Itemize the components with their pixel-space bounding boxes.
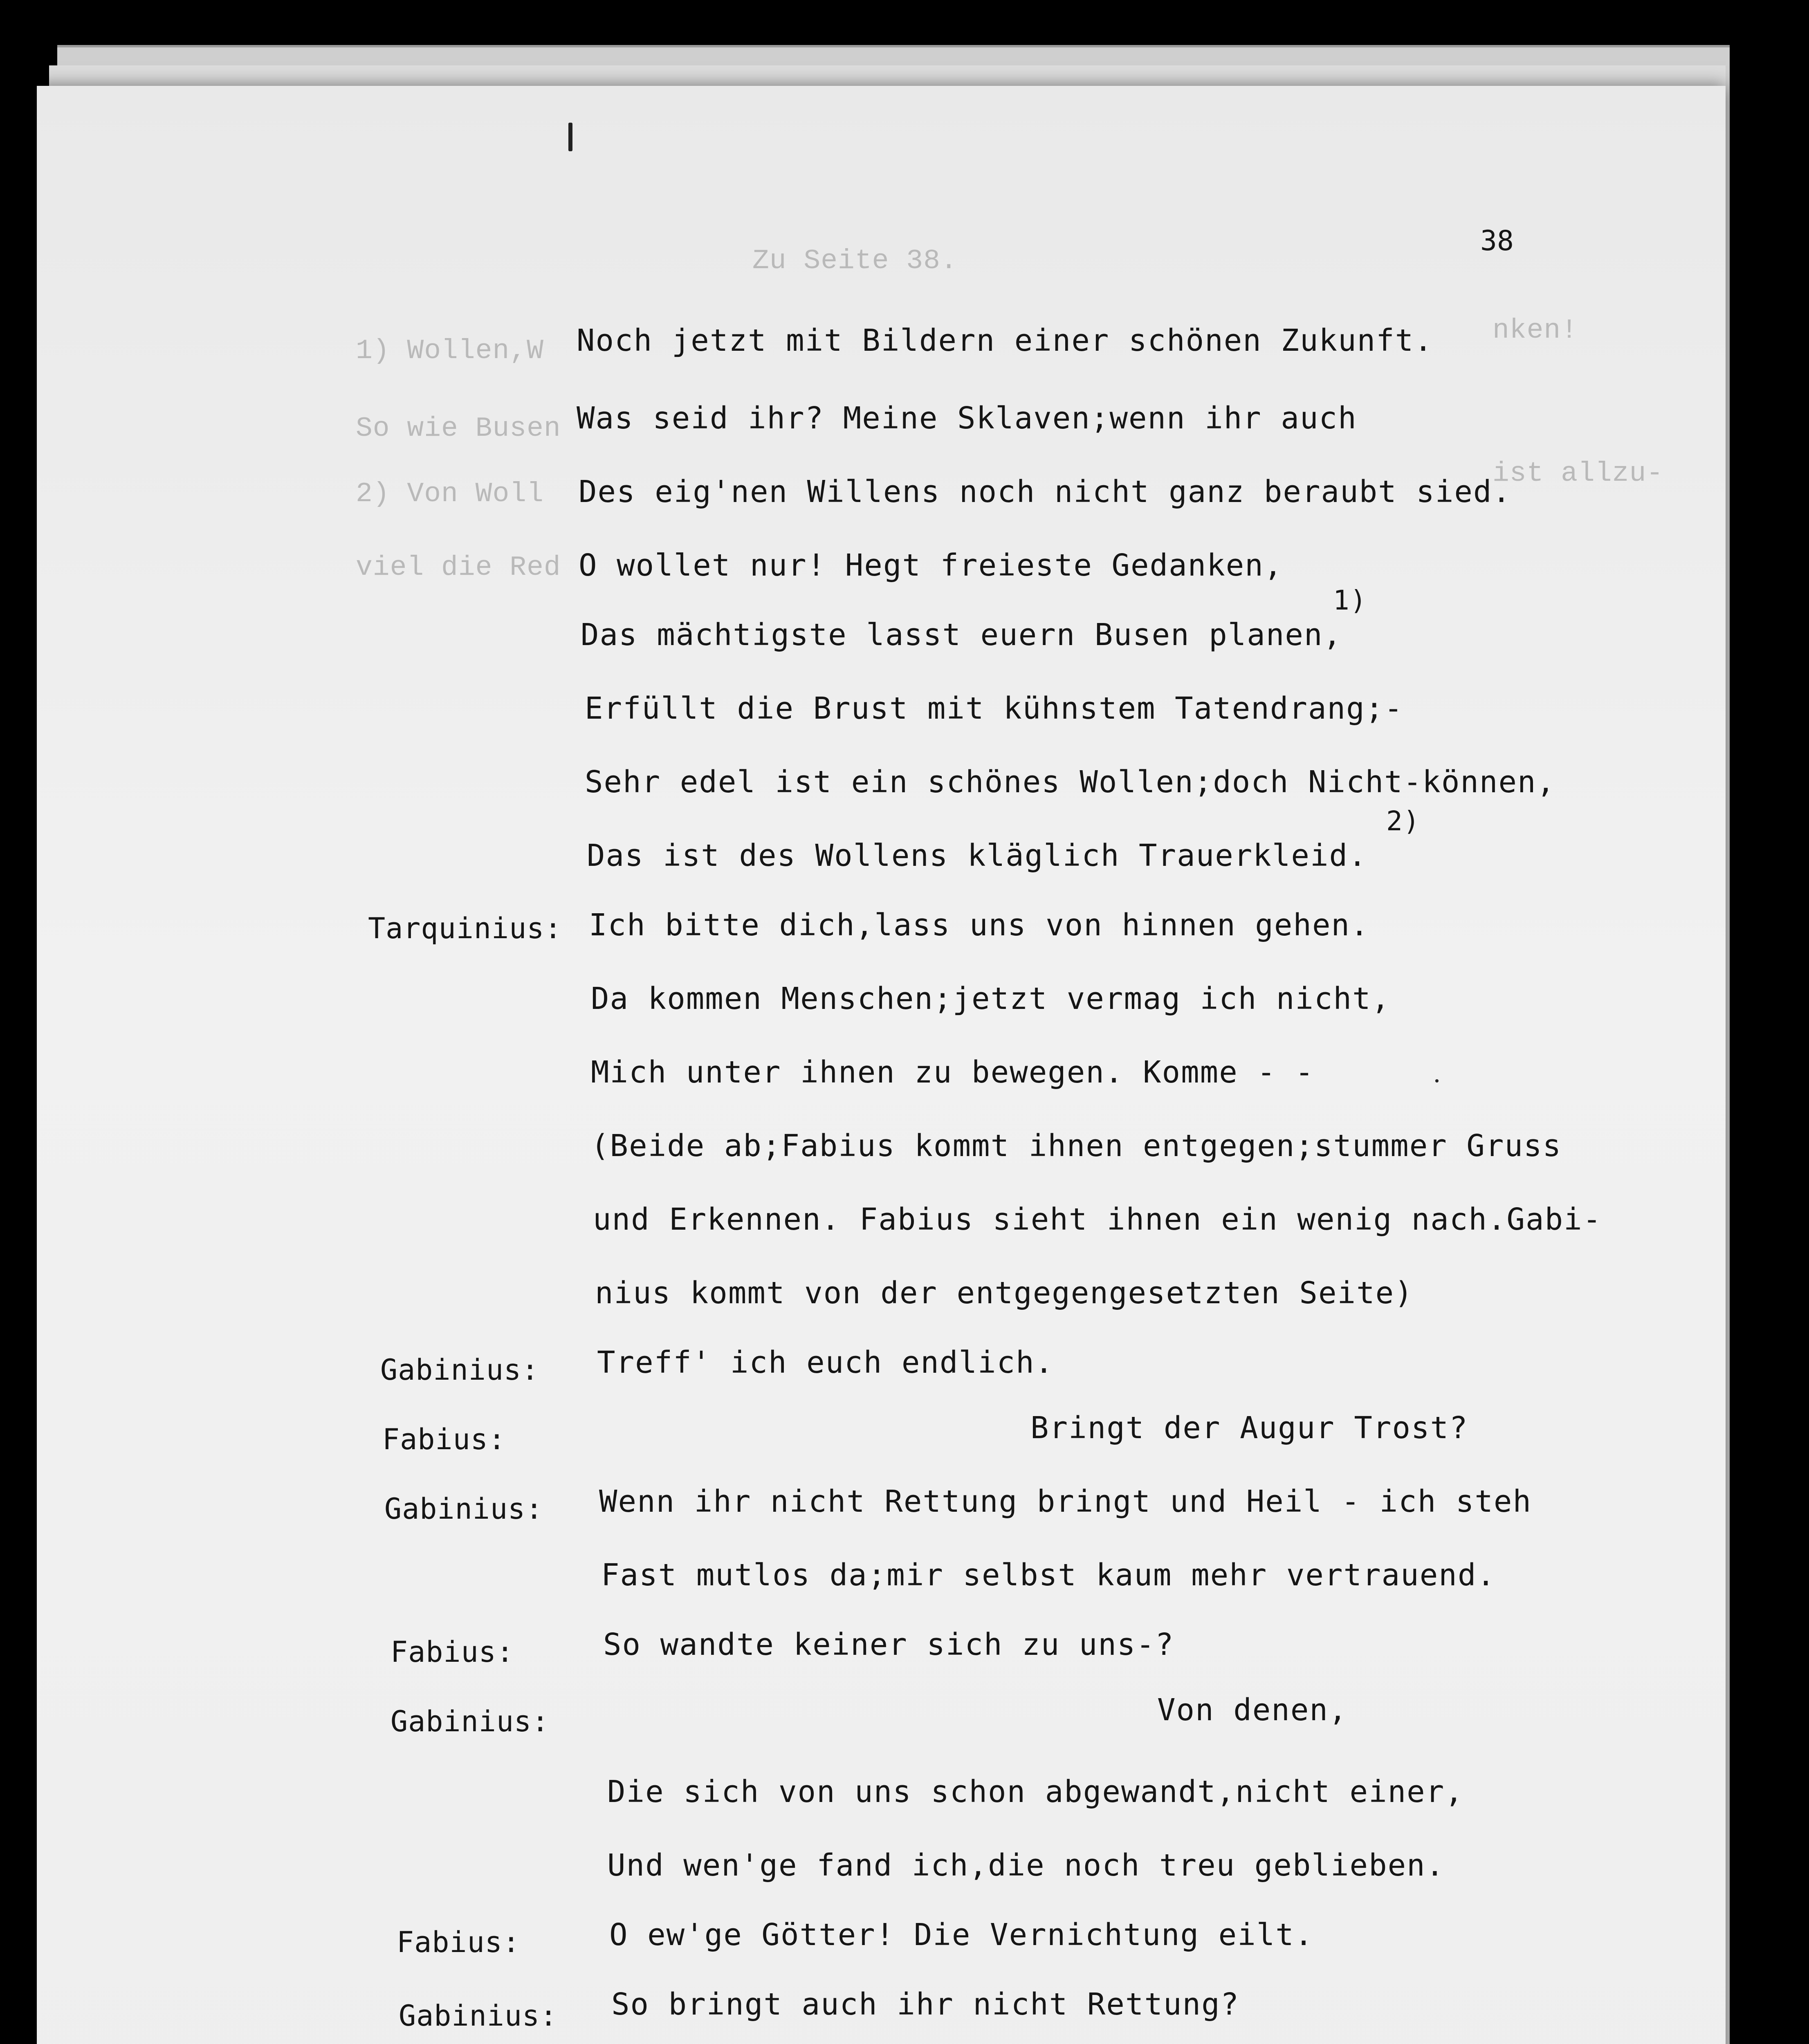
text-line: Mich unter ihnen zu bewegen. Komme - - [591,1055,1314,1090]
text-line: Sehr edel ist ein schönes Wollen;doch Nicht-können, [585,764,1556,800]
text-line: Des eig'nen Willens noch nicht ganz beraubt sied. [579,474,1512,509]
stage-direction: und Erkennen. Fabius sieht ihnen ein wenig nach.Gabi- [593,1202,1602,1237]
ghost-line: So wie Busen [356,413,561,444]
typescript-page [37,86,1726,2044]
text-line: Ich bitte dich,lass uns von hinnen gehen. [589,908,1369,943]
text-line: Erfüllt die Brust mit kühnstem Tatendrang;- [585,691,1403,726]
text-line: Was seid ihr? Meine Sklaven;wenn ihr auch [577,401,1357,436]
text-line: Das ist des Wollens kläglich Trauerkleid. [587,838,1367,873]
speaker-label: Gabinius: [399,1999,558,2033]
speaker-label: Fabius: [391,1635,514,1669]
footnote-mark: 2) [1386,805,1421,837]
text-line: Noch jetzt mit Bildern einer schönen Zukunft. [577,323,1433,358]
text-line: Wenn ihr nicht Rettung bringt und Heil - ich steh [599,1484,1532,1519]
ghost-line: ist allzu- [1493,458,1664,489]
text-line: So bringt auch ihr nicht Rettung? [611,1987,1240,2022]
speaker-label: Fabius: [382,1423,506,1456]
stage-direction: nius kommt von der entgegengesetzten Seite) [595,1275,1414,1311]
text-line: Da kommen Menschen;jetzt vermag ich nicht, [591,981,1391,1016]
ghost-line: viel die Red [356,552,561,583]
text-line: Die sich von uns schon abgewandt,nicht einer, [607,1774,1464,1809]
text-line: O ew'ge Götter! Die Vernichtung eilt. [609,1917,1314,1952]
text-line: Das mächtigste lasst euern Busen planen, [581,617,1342,652]
ghost-line: 1) Wollen,W [356,335,544,367]
speaker-label: Fabius: [397,1925,521,1959]
scan-speck [1435,1079,1439,1083]
ghost-heading: Zu Seite 38. [752,245,958,277]
speaker-label: Tarquinius: [368,912,562,945]
scan-mark [568,123,572,151]
stage-direction: (Beide ab;Fabius kommt ihnen entgegen;stummer Gruss [591,1128,1562,1163]
text-line: Von denen, [1157,1692,1348,1728]
footnote-mark: 1) [1333,585,1367,616]
ghost-line: nken! [1493,315,1578,346]
page-number: 38 [1480,225,1514,257]
text-line: So wandte keiner sich zu uns-? [603,1627,1174,1662]
text-line: Und wen'ge fand ich,die noch treu geblieben. [607,1848,1445,1883]
ghost-line: 2) Von Woll [356,478,544,510]
speaker-label: Gabinius: [391,1705,550,1738]
speaker-label: Gabinius: [384,1492,543,1526]
text-line: Treff' ich euch endlich. [597,1345,1054,1380]
text-line: Bringt der Augur Trost? [1030,1410,1468,1446]
text-line: Fast mutlos da;mir selbst kaum mehr vertrauend. [601,1558,1496,1593]
speaker-label: Gabinius: [380,1353,539,1387]
text-line: O wollet nur! Hegt freieste Gedanken, [579,548,1283,583]
